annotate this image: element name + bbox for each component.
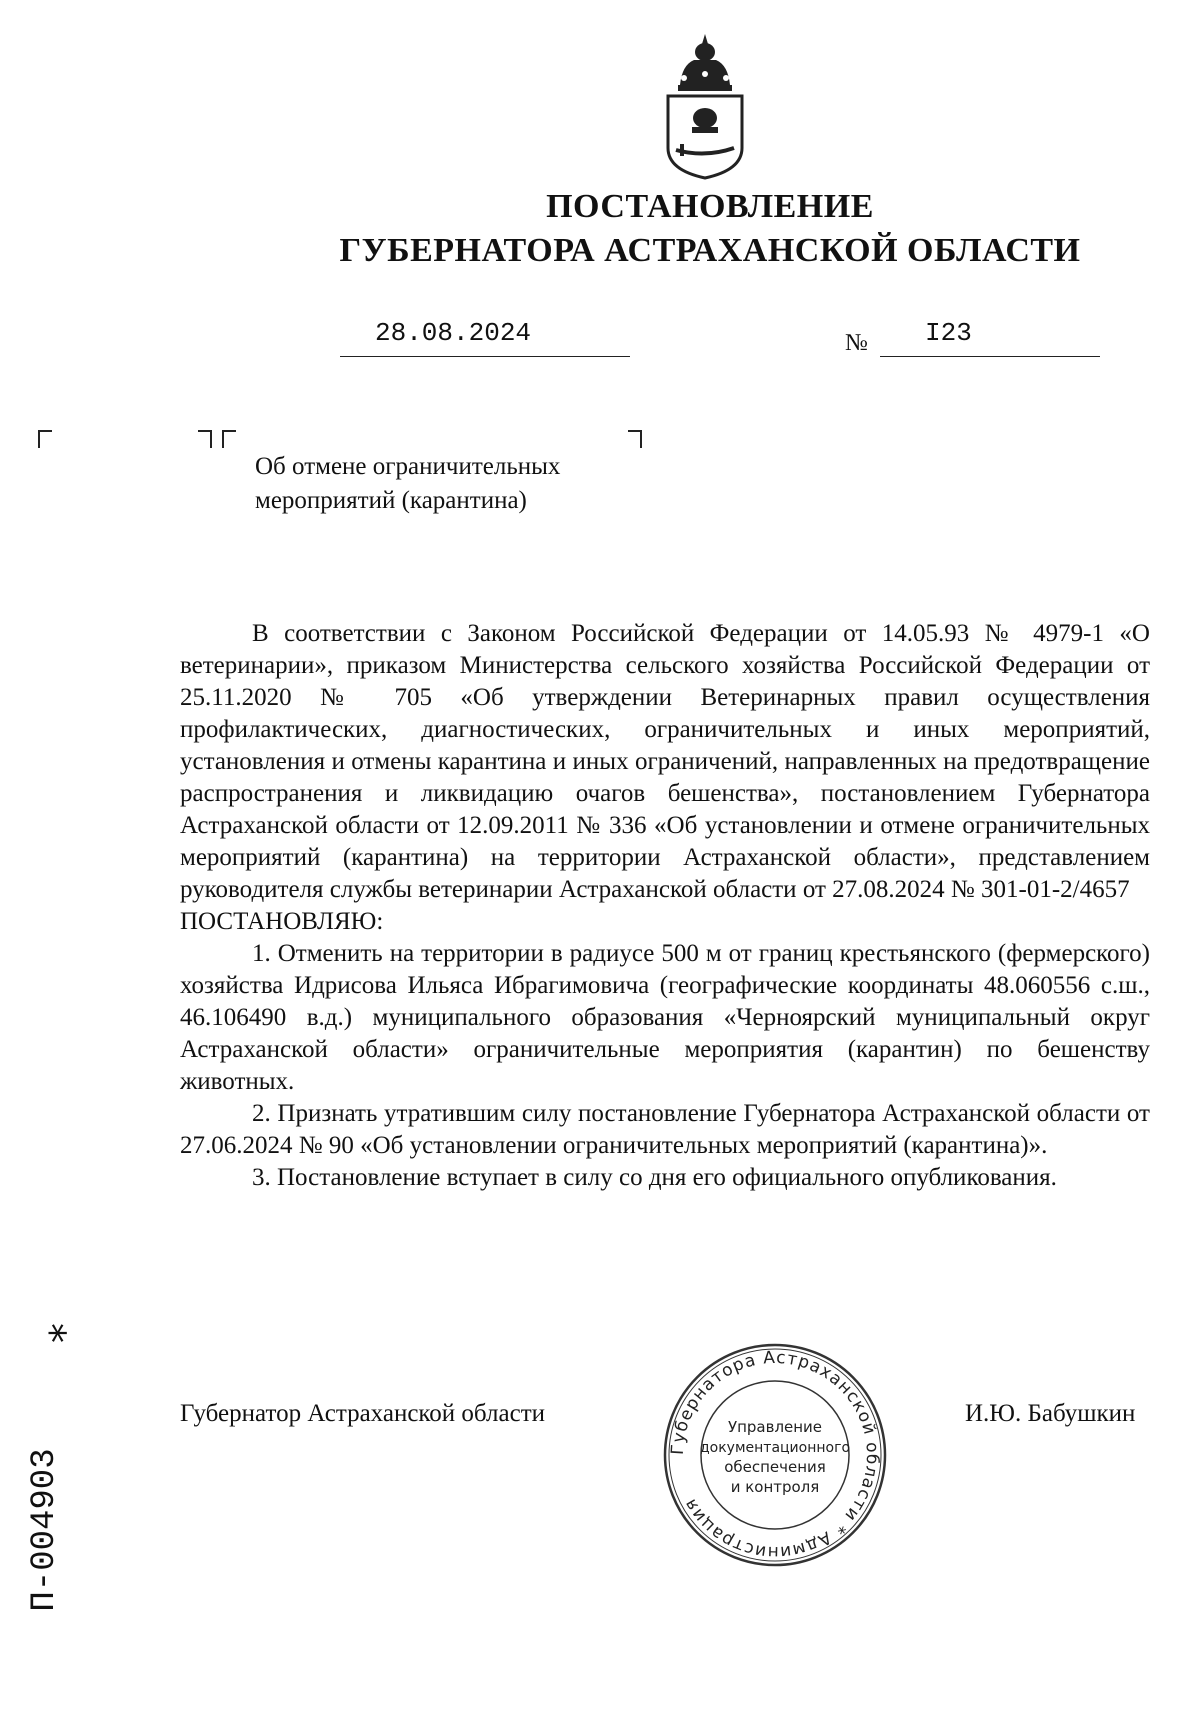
corner-mark-subject-left-end — [198, 430, 212, 448]
side-registration-code-text: П-004903 — [26, 1448, 64, 1612]
document-number: I23 — [925, 318, 972, 348]
astrakhan-coat-of-arms-icon — [660, 30, 750, 180]
document-title-line2: ГУБЕРНАТОРА АСТРАХАНСКОЙ ОБЛАСТИ — [339, 232, 1081, 269]
stamp-line1: Управление — [727, 1418, 823, 1436]
subject-line1: Об отмене ограничительных — [255, 453, 561, 480]
number-sign: № — [845, 330, 868, 356]
official-stamp — [660, 1340, 890, 1570]
signatory-position: Губернатор Астраханской области — [180, 1400, 546, 1427]
stamp-line3: обеспечения — [724, 1458, 826, 1476]
document-body — [180, 618, 1150, 1194]
preamble-paragraph: В соответствии с Законом Российской Федерации от 14.05.93 № 4979-1 «О ветеринарии», приказом Министерства сельского хозяйства Российской Федерации от 25.11.2020 № 705 «Об утверждении Ветеринарных правил осуществления профилактических, диагностических, ограничительных и иных мероприятий, установления и отмены карантина и иных ограничений, направленных на предотвращение распространения и ликвидацию очагов бешенства», постановлением Губернатора Астраханской области от 12.09.2011 № 336 «Об установлении и отмене ограничительных мероприятий (карантина) на территории Астраханской области», представлением руководителя службы ветеринарии Астраханской области от 27.08.2024 № 301-01-2/4657 — [180, 620, 1150, 903]
resolve-heading: ПОСТАНОВЛЯЮ: — [180, 908, 384, 935]
number-underline — [880, 356, 1100, 357]
date-underline — [340, 356, 630, 357]
corner-mark-subject-left-start — [222, 430, 236, 448]
document-date: 28.08.2024 — [375, 318, 532, 348]
document-title-line1: ПОСТАНОВЛЕНИЕ — [546, 188, 874, 225]
item-2-paragraph: 2. Признать утратившим силу постановление Губернатора Астраханской области от 27.06.2024 № 90 «Об установлении ограничительных мероприятий (карантина)». — [180, 1100, 1150, 1159]
stamp-line2: документационного — [699, 1440, 851, 1456]
item-3-paragraph: 3. Постановление вступает в силу со дня его официального опубликования. — [252, 1164, 1057, 1191]
stamp-ring-text: Губернатора Астраханской области * Администрация — [667, 1347, 883, 1563]
corner-mark-left — [38, 430, 52, 448]
side-registration-code — [0, 1380, 90, 1680]
item-1-paragraph: 1. Отменить на территории в радиусе 500 м от границ крестьянского (фермерского) хозяйства Идрисова Ильяса Ибрагимовича (географические координаты 48.060556 с.ш., 46.106490 в.д.) муниципального образования «Черноярский муниципальный округ Астраханской области» ограничительные мероприятия (карантин) по бешенству животных. — [180, 940, 1150, 1095]
side-star-mark: * — [27, 1323, 73, 1343]
subject-line2: мероприятий (карантина) — [255, 487, 527, 514]
document-subject — [255, 450, 560, 518]
corner-mark-subject-right — [628, 430, 642, 448]
signatory-name: И.Ю. Бабушкин — [965, 1400, 1136, 1427]
stamp-line4: и контроля — [730, 1478, 820, 1496]
